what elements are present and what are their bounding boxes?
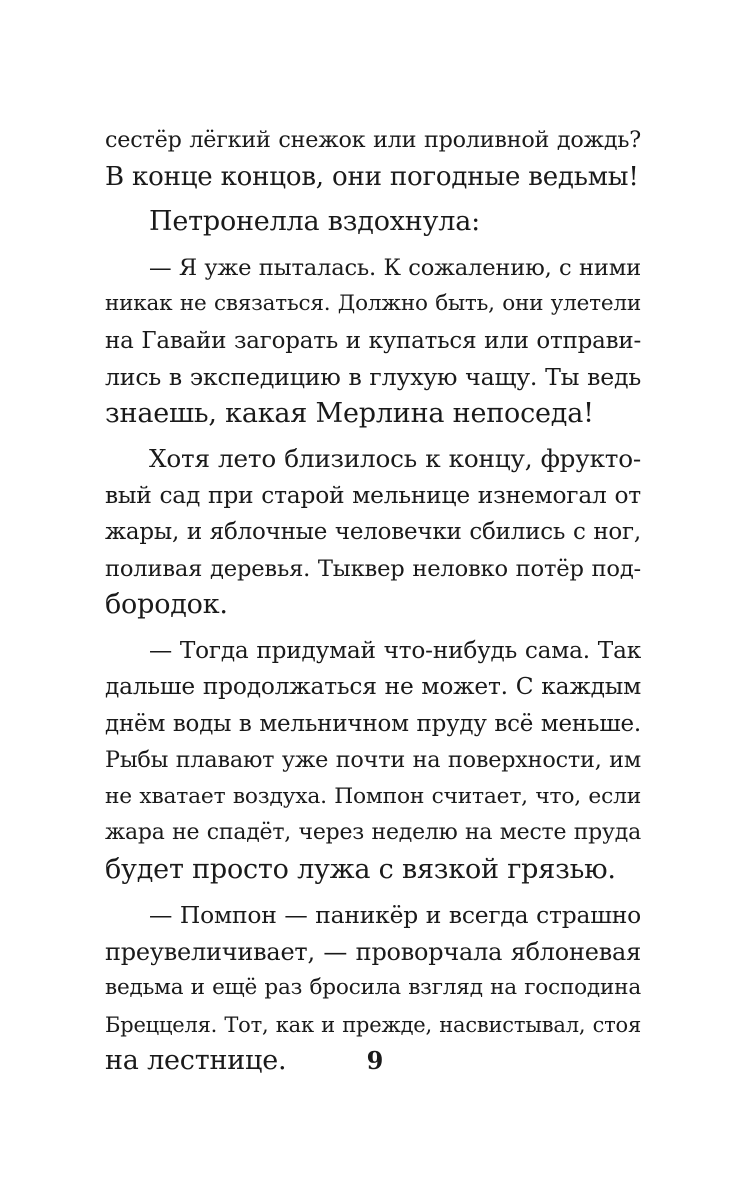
page-number: 9: [366, 1046, 384, 1075]
text-line: на лестнице.: [105, 1045, 287, 1076]
text-line: дальше продолжаться не может. С каждым: [105, 673, 641, 700]
text-line: — Я уже пыталась. К сожалению, с ними: [149, 254, 641, 281]
paragraph-gap: [105, 888, 641, 897]
text-line: не хватает воздуха. Помпон считает, что, если: [105, 783, 641, 809]
text-line: сестёр лёгкий снежок или проливной дождь?: [105, 127, 641, 153]
text-line: вый сад при старой мельнице изнемогал от: [105, 481, 641, 509]
text-line: — Помпон — паникёр и всегда страшно: [149, 901, 641, 929]
text-line: поливая деревья. Тыквер неловко потёр под-: [105, 555, 641, 582]
paragraph: [105, 441, 641, 624]
text-line: Петронелла вздохнула:: [149, 206, 481, 237]
paragraph-gap: [105, 432, 641, 441]
paragraph: [105, 250, 641, 433]
paragraph: [105, 204, 641, 241]
paragraph: [105, 122, 641, 195]
paragraph-gap: [105, 241, 641, 250]
text-line: на Гавайи загорать и купаться или отправи-: [105, 327, 641, 354]
text-line: Хотя лето близилось к концу, фрукто-: [149, 444, 641, 473]
text-line: жара не спадёт, через неделю на месте пруда: [105, 820, 641, 845]
paragraph: [105, 633, 641, 889]
text-line: лись в экспедицию в глухую чащу. Ты ведь: [105, 363, 641, 391]
text-line: преувеличивает, — проворчала яблоневая: [105, 937, 641, 966]
body-text: [105, 122, 641, 1080]
text-line: — Тогда придумай что-нибудь сама. Так: [149, 636, 641, 664]
text-line: бородок.: [105, 589, 228, 620]
text-line: Бреццеля. Тот, как и прежде, насвистывал, стоя: [105, 1012, 641, 1037]
text-line: В конце концов, они погодные ведьмы!: [105, 161, 639, 192]
text-line: днём воды в мельничном пруду всё меньше.: [105, 710, 641, 737]
text-line: никак не связаться. Должно быть, они улетели: [105, 291, 641, 316]
text-line: знаешь, какая Мерлина непоседа!: [105, 397, 594, 429]
paragraph-gap: [105, 624, 641, 633]
text-line: Рыбы плавают уже почти на поверхности, им: [105, 747, 641, 773]
text-line: жары, и яблочные человечки сбились с ног,: [105, 519, 641, 545]
text-line: будет просто лужа с вязкой грязью.: [105, 853, 616, 885]
paragraph-gap: [105, 195, 641, 204]
text-line: ведьма и ещё раз бросила взгляд на господина: [105, 975, 641, 1000]
